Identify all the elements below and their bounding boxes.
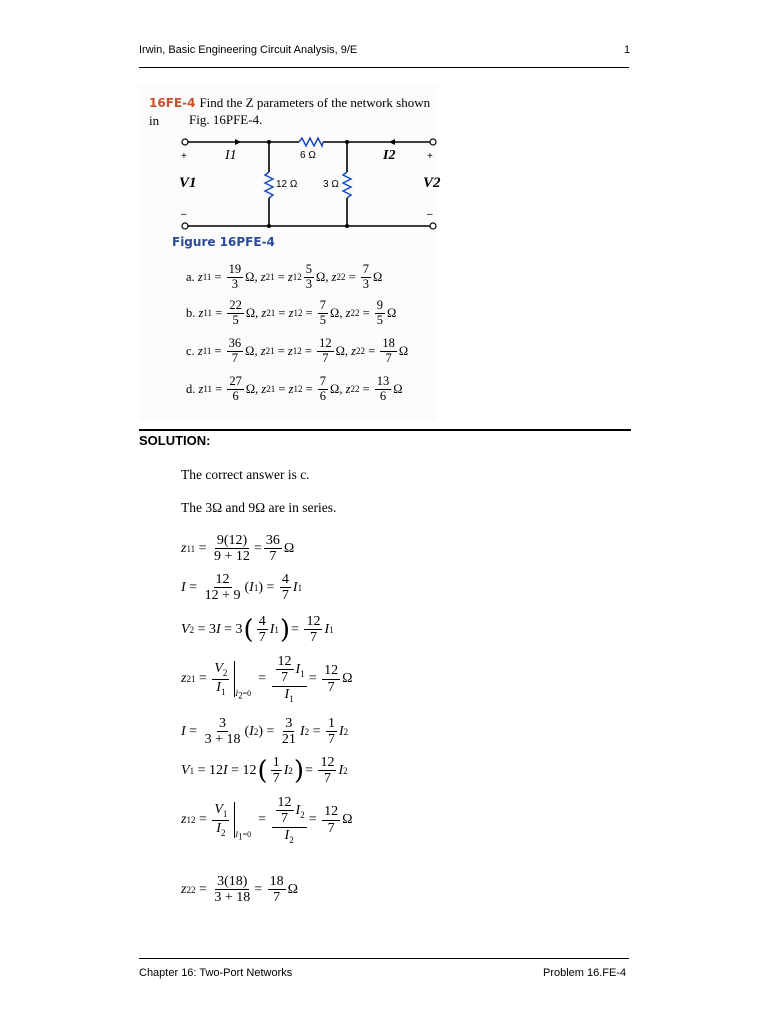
label-6ohm: 6 Ω [300, 150, 316, 161]
problem-id: 16FE-4 [149, 96, 196, 110]
eq-v1: V 1 = 12 I = 12 ( $\frac{1}{7}$ I 2 ) = $\frac{12}{7}$ I 2 [181, 755, 348, 787]
solution-title: SOLUTION: [139, 433, 211, 448]
choice-d[interactable]: d. z 11 = $\frac{27}{6}$ Ω, z 21 = z 12 = $\frac{7}{6}$ Ω, z 22 = $\frac{13}{6}$ Ω [186, 374, 403, 403]
arrow-right-icon [235, 139, 241, 145]
page-number: 1 [624, 44, 631, 56]
eq-v2: V 2 = 3 I = 3 ( $\frac{4}{7}$ I 1 ) = $\frac{12}{7}$ I 1 [181, 614, 334, 646]
v2-minus: – [427, 209, 433, 220]
eq-z11: z 11 = $\frac{9(12)}{9 + 12}$ = $\frac{36}{7}$ Ω [181, 533, 295, 565]
footer-problem: Problem 16.FE-4 [543, 967, 627, 979]
eq-i-divider-2: I = $\frac{3}{3 + 18}$ ( I 2 ) = $\frac{3}{21}$ I 2 = $\frac{1}{7}$ I 2 [181, 716, 349, 748]
resistor-12ohm [265, 172, 273, 198]
label-v2: V2 [423, 175, 441, 191]
problem-text-line1: Find the Z parameters of the network shown in [149, 95, 431, 128]
resistor-3ohm [343, 172, 351, 198]
footer-chapter: Chapter 16: Two-Port Networks [139, 967, 293, 979]
header-rule [139, 67, 629, 68]
label-3ohm: 3 Ω [323, 179, 339, 190]
footer-rule [139, 958, 629, 959]
v2-plus: + [427, 151, 433, 162]
page-header-title: Irwin, Basic Engineering Circuit Analysis, 9/E [139, 44, 358, 56]
figure-caption: Figure 16PFE-4 [172, 235, 275, 249]
solution-answer: The correct answer is c. [181, 467, 310, 482]
choice-a[interactable]: a. z 11 = $\frac{19}{3}$ Ω, z 21 = z 12 $\frac{5}{3}$ Ω, z 22 = $\frac{7}{3}$ Ω [186, 262, 383, 291]
problem-text-line2: Fig. 16PFE-4. [189, 112, 263, 127]
v1-plus: + [181, 151, 187, 162]
choice-b-letter: b. [186, 305, 196, 320]
eq-i-divider-1: I = $\frac{12}{12 + 9}$ ( I 1 ) = $\frac{4}{7}$ I 1 [181, 572, 303, 604]
v1-minus: – [181, 209, 187, 220]
choice-a-letter: a. [186, 269, 195, 284]
choice-d-letter: d. [186, 381, 196, 396]
choice-c-letter: c. [186, 343, 195, 358]
solution-series-note: The 3Ω and 9Ω are in series. [181, 500, 337, 515]
eq-z22: z 22 = $\frac{3(18)}{3 + 18}$ = $\frac{18}{7}$ Ω [181, 874, 299, 906]
label-i2: I2 [383, 148, 396, 163]
label-i1: I1 [225, 148, 237, 163]
label-v1: V1 [179, 175, 197, 191]
arrow-left-icon [389, 139, 395, 145]
choice-c[interactable]: c. z 11 = $\frac{36}{7}$ Ω, z 21 = z 12 = $\frac{12}{7}$ Ω, z 22 = $\frac{18}{7}$ Ω [186, 336, 409, 365]
eq-z12: z 12 = $\frac{V_1}{I_2}$ $I_1=0$ = $\frac{12}{7}$ $I_2$ $I_2$ = $\frac{12}{7}$ Ω [181, 795, 353, 845]
solution-rule [139, 429, 631, 431]
choice-b[interactable]: b. z 11 = $\frac{22}{5}$ Ω, z 21 = z 12 = $\frac{7}{5}$ Ω, z 22 = $\frac{9}{5}$ Ω [186, 298, 397, 327]
label-12ohm: 12 Ω [276, 179, 298, 190]
problem-panel [139, 85, 441, 420]
eq-z21: z 21 = $\frac{V_2}{I_1}$ $I_2=0$ = $\frac{12}{7}$ $I_1$ $I_1$ = $\frac{12}{7}$ Ω [181, 654, 353, 704]
resistor-6ohm [299, 138, 323, 146]
